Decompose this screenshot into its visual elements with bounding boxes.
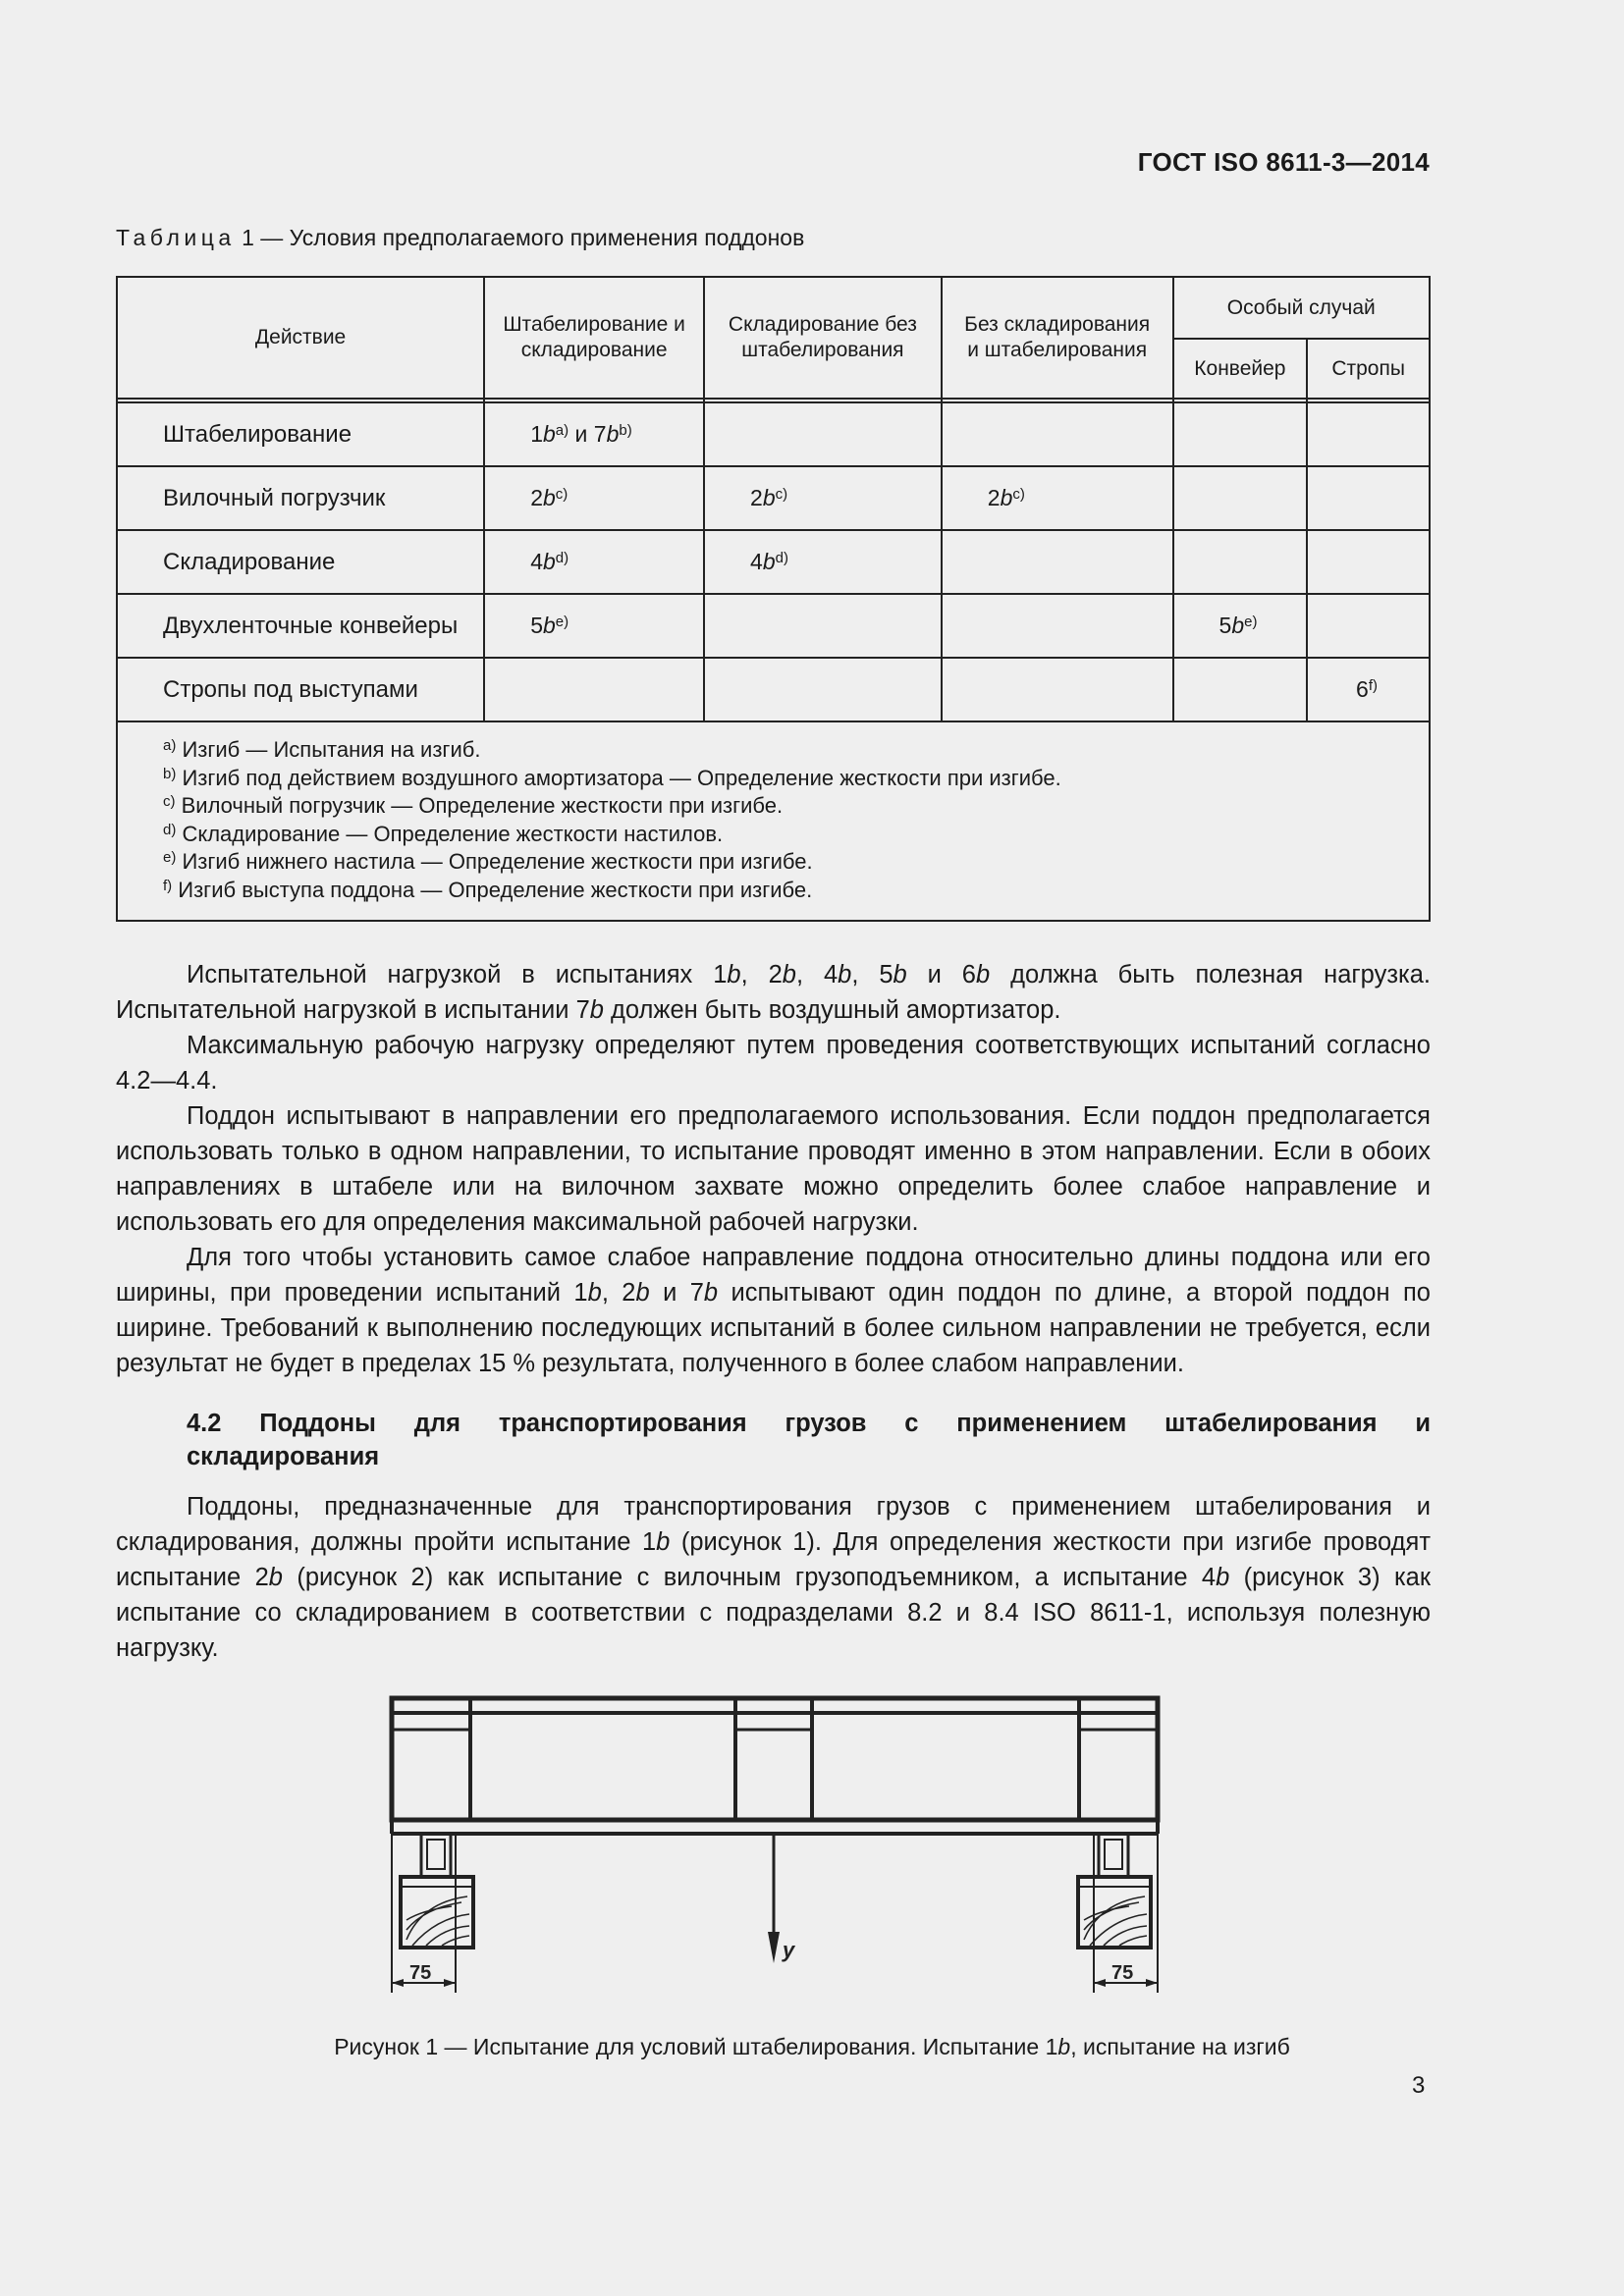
paragraph-max-load: Максимальную рабочую нагрузку определяют путем проведения соответствующих испытаний согласно 4.2—4.4. — [116, 1032, 1431, 1095]
cell-value: 6$^{f)}$ — [1307, 658, 1430, 721]
cell-value: $2b^{c)}$ — [484, 466, 704, 530]
load-label: y — [783, 1938, 795, 1962]
document-header: ГОСТ ISO 8611-3—2014 — [1137, 147, 1430, 177]
paragraph-weak-direction: Для того чтобы установить самое слабое направление поддона относительно длины поддона или его ширины, при проведении испытаний 1b, 2b и 7b испытывают один поддон по длине, а второй поддон по ширине. Требований к выполнению последующих испытаний в более сильном направлении не требуется, если результат не будет в пределах 15 % результата, полученного в более слабом направлении. — [116, 1244, 1431, 1377]
paragraph-direction: Поддон испытывают в направлении его предполагаемого использования. Если поддон предполагается использовать только в одном направлении, то испытание проводят именно в этом направлении. Если в обоих направлениях в штабеле или на вилочном захвате можно определить более слабое направление и использовать его для определения максимальной рабочей нагрузки. — [116, 1102, 1431, 1236]
header-stacking-racking: Штабелирование и складирование — [484, 277, 704, 399]
dimension-label-right: 75 — [1111, 1962, 1134, 1984]
section-title: 4.2 Поддоны для транспортирования грузов с применением штабелирования и складирования — [187, 1410, 1431, 1470]
row-action: Двухленточные конвейеры — [117, 594, 484, 658]
pallet-deck — [392, 1698, 1158, 1820]
table-row — [117, 402, 1430, 466]
footnote: $^{b)}$ Изгиб под действием воздушного амортизатора — Определение жесткости при изгибе. — [163, 765, 1061, 790]
footnote: $^{a)}$ Изгиб — Испытания на изгиб. — [163, 737, 481, 762]
cell-value: $2b^{c)}$ — [942, 466, 1173, 530]
paragraph-stacking-pallets: Поддоны, предназначенные для транспортирования грузов с применением штабелирования и складирования, должны пройти испытание 1b (рисунок 1). Для определения жесткости при изгибе проводят испытание 2b (рисунок 2) как испытание с вилочным грузоподъемником, а испытание 4b (рисунок 3) как испытание со складированием в соответствии с подразделами 8.2 и 8.4 ISO 8611-1, используя полезную нагрузку. — [116, 1493, 1432, 1662]
header-conveyor: Конвейер — [1173, 339, 1308, 399]
header-racking-no-stacking: Складирование без штабелирования — [704, 277, 942, 399]
cell-value: $5b^{e)}$ — [484, 594, 704, 658]
table-footnotes — [117, 721, 1430, 921]
cell-value: $5b^{e)}$ — [1173, 594, 1308, 658]
header-action: Действие — [117, 277, 484, 399]
cell-value: $2b^{c)}$ — [704, 466, 942, 530]
cell-value: $4b^{d)}$ — [704, 530, 942, 594]
table-caption: Таблица 1 — Условия предполагаемого применения поддонов — [116, 225, 805, 250]
table-row — [117, 466, 1430, 530]
table-row — [117, 658, 1430, 721]
footnote: $^{e)}$ Изгиб нижнего настила — Определение жесткости при изгибе. — [163, 849, 813, 874]
row-action: Стропы под выступами — [117, 658, 484, 721]
footnote: $^{d)}$ Складирование — Определение жесткости настилов. — [163, 821, 724, 846]
table-row — [117, 530, 1430, 594]
row-action: Штабелирование — [117, 402, 484, 466]
figure-caption: Рисунок 1 — Испытание для условий штабелирования. Испытание 1b, испытание на изгиб — [334, 2034, 1290, 2059]
page-number: 3 — [1412, 2072, 1426, 2099]
conditions-table — [116, 276, 1431, 922]
cell-value: $1b^{a)}$ и $7b^{b)}$ — [484, 402, 704, 466]
dimension-label-left: 75 — [409, 1962, 432, 1984]
section-body — [116, 1489, 1431, 1666]
footnote: $^{c)}$ Вилочный погрузчик — Определение жесткости при изгибе. — [163, 793, 784, 818]
footnote: $^{f)}$ Изгиб выступа поддона — Определение жесткости при изгибе. — [163, 877, 813, 902]
header-slings: Стропы — [1307, 339, 1430, 399]
paragraph-test-load: Испытательной нагрузкой в испытаниях 1b, 2b, 4b, 5b и 6b должна быть полезная нагрузка. Испытательной нагрузкой в испытании 7b должен быть воздушный амортизатор. — [116, 961, 1431, 1024]
pallet-bending-test-figure — [383, 1686, 1168, 2001]
row-action: Складирование — [117, 530, 484, 594]
row-action: Вилочный погрузчик — [117, 466, 484, 530]
header-no-racking-no-stacking: Без складирования и штабелирования — [942, 277, 1173, 399]
table-row — [117, 594, 1430, 658]
header-special-case: Особый случай — [1173, 277, 1430, 339]
body-paragraphs — [116, 957, 1431, 1381]
cell-value: $4b^{d)}$ — [484, 530, 704, 594]
